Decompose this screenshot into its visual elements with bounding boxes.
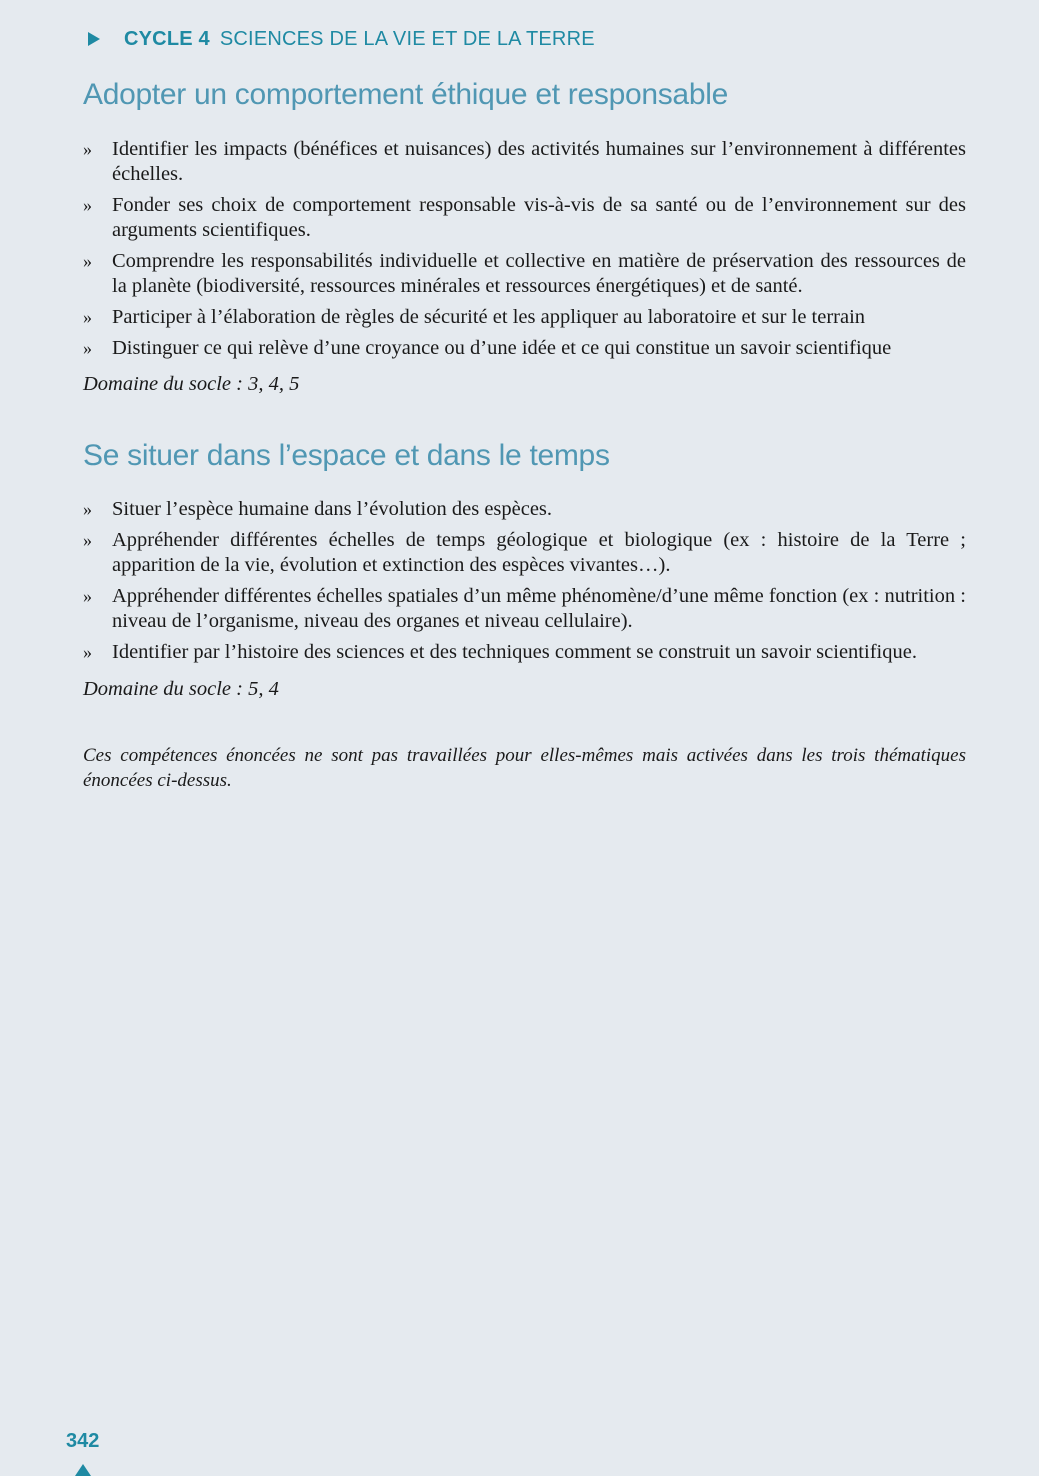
chevron-bullet-icon: » bbox=[83, 586, 92, 606]
cycle-label: CYCLE 4 bbox=[124, 27, 210, 50]
chevron-bullet-icon: » bbox=[83, 307, 92, 327]
section-list-ethique bbox=[83, 137, 966, 367]
list-item: » Situer l’espèce humaine dans l’évolution des espèces. bbox=[83, 498, 553, 520]
running-header bbox=[88, 26, 595, 52]
list-item: » Identifier par l’histoire des sciences et des techniques comment se construit un savoir scientifique. bbox=[83, 641, 917, 663]
page-marker-triangle-icon bbox=[75, 1464, 91, 1476]
list-item: » Appréhender différentes échelles spatiales d’un même phénomène/d’une même fonction (ex : nutrition : niveau de l’organisme, niveau des organes et niveau cellulaire). bbox=[83, 585, 966, 632]
chevron-bullet-icon: » bbox=[83, 530, 92, 550]
section-title-espace-temps: Se situer dans l’espace et dans le temps bbox=[83, 439, 610, 472]
page-number: 342 bbox=[66, 1430, 100, 1452]
list-item: » Participer à l’élaboration de règles de sécurité et les appliquer au laboratoire et sur le terrain bbox=[83, 306, 866, 328]
chevron-bullet-icon: » bbox=[83, 195, 92, 215]
list-item: » Appréhender différentes échelles de temps géologique et biologique (ex : histoire de la Terre ; apparition de la vie, évolution et extinction des espèces vivantes…). bbox=[83, 529, 966, 576]
section-list-espace-temps bbox=[83, 497, 966, 671]
chevron-bullet-icon: » bbox=[83, 251, 92, 271]
domain-socle-espace-temps: Domaine du socle : 5, 4 bbox=[83, 678, 279, 700]
domain-socle-ethique: Domaine du socle : 3, 4, 5 bbox=[83, 373, 300, 395]
section-title-ethique: Adopter un comportement éthique et responsable bbox=[83, 78, 728, 111]
chevron-bullet-icon: » bbox=[83, 499, 92, 519]
subject-label: SCIENCES DE LA VIE ET DE LA TERRE bbox=[219, 27, 595, 50]
chevron-bullet-icon: » bbox=[83, 338, 92, 358]
list-item: » Identifier les impacts (bénéfices et nuisances) des activités humaines sur l’environnement à différentes échelles. bbox=[83, 138, 966, 185]
list-item: » Fonder ses choix de comportement responsable vis-à-vis de sa santé ou de l’environnement sur des arguments scientifiques. bbox=[83, 194, 966, 241]
triangle-bullet-icon bbox=[88, 32, 100, 46]
chevron-bullet-icon: » bbox=[83, 139, 92, 159]
list-item: » Comprendre les responsabilités individuelle et collective en matière de préservation des ressources de la planète (biodiversité, ressources minérales et ressources énergétiques) et de santé. bbox=[83, 250, 966, 297]
closing-note: Ces compétences énoncées ne sont pas travaillées pour elles-mêmes mais activées dans les trois thématiques énoncées ci-dessus. bbox=[83, 745, 966, 791]
chevron-bullet-icon: » bbox=[83, 642, 92, 662]
list-item: » Distinguer ce qui relève d’une croyance ou d’une idée et ce qui constitue un savoir scientifique bbox=[83, 337, 892, 359]
